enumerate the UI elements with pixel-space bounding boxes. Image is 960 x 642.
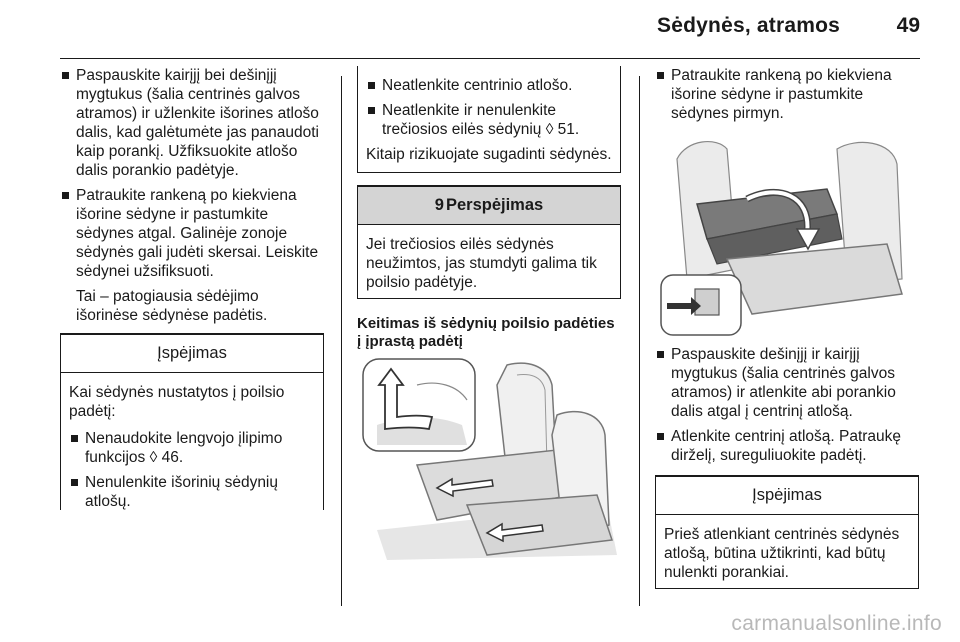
column-1 xyxy=(60,66,324,510)
caution-box-1 xyxy=(60,333,324,510)
instruction-slide-seats-back: Patraukite rankeną po kiekviena išorine sėdyne ir pastumkite sėdynes atgal. Galinėje zonoje sėdynės gali judėti skersai. Leiskite sėdynei užsifiksuoti. xyxy=(60,186,324,281)
caution-item: Nenaudokite lengvojo įlipimo funkcijos ◊ 46. xyxy=(69,429,315,467)
instruction-fold-armrest: Paspauskite kairįjį bei dešinįjį mygtukus (šalia centrinės galvos atramos) ir užlenkite išorines atlošo dalis, kad galėtumėte jas panaudoti kaip porankį. Užfiksuokite atlošo dalis porankio padėtyje. xyxy=(60,66,324,180)
watermark: carmanualsonline.info xyxy=(731,612,942,635)
armrest-illustration xyxy=(657,129,911,339)
caution-item: Nenulenkite išorinių sėdynių atlošų. xyxy=(69,473,315,511)
instruction-return-armrests: Paspauskite dešinįjį ir kairįjį mygtukus (šalia centrinės galvos atramos) ir atlenkite abi porankio dalis atgal į centrinį atlošą. xyxy=(655,345,921,421)
caution-body xyxy=(61,373,323,523)
caution-box-2 xyxy=(655,475,919,589)
caution-intro: Kai sėdynės nustatytos į poilsio padėtį: xyxy=(69,384,285,420)
caution-item: Neatlenkite centrinio atlošo. xyxy=(366,76,612,95)
instruction-unfold-center-backrest: Atlenkite centrinį atlošą. Patraukę dirželį, sureguliuokite padėtį. xyxy=(655,427,921,465)
caution-item: Neatlenkite ir nenulenkite trečiosios eilės sėdynių ◊ 51. xyxy=(366,101,612,139)
page-number: 49 xyxy=(896,14,920,37)
column-3 xyxy=(655,66,921,589)
caution-consequence: Kitaip rizikuojate sugadinti sėdynės. xyxy=(366,146,612,163)
column-divider-2 xyxy=(639,76,640,606)
caution-body: Prieš atlenkiant centrinės sėdynės atlošą, būtina užtikrinti, kad būtų nulenkti porankiai. xyxy=(664,526,900,581)
comfort-note: Tai – patogiausia sėdėjimo išorinėse sėdynėse padėtis. xyxy=(76,288,268,324)
column-divider-1 xyxy=(341,76,342,606)
caution-continued-box xyxy=(357,66,621,173)
column-2 xyxy=(357,66,621,560)
seat-illustration-reclined xyxy=(357,355,621,560)
section-subheading: Keitimas iš sėdynių poilsio padėties į įprastą padėtį xyxy=(357,315,615,350)
caution-title: Įspėjimas xyxy=(61,335,323,373)
header-rule xyxy=(60,58,920,59)
page-title: Sėdynės, atramos xyxy=(657,14,840,37)
caution-title: Įspėjimas xyxy=(656,477,918,515)
warning-body: Jei trečiosios eilės sėdynės neužimtos, jas stumdyti galima tik poilsio padėtyje. xyxy=(366,236,597,291)
warning-header xyxy=(358,187,620,225)
warning-title: Perspėjimas xyxy=(445,196,544,214)
warning-triangle-icon: 9 xyxy=(434,196,444,214)
instruction-slide-seats-forward: Patraukite rankeną po kiekviena išorine sėdyne ir pastumkite sėdynes pirmyn. xyxy=(655,66,921,123)
warning-box xyxy=(357,185,621,299)
